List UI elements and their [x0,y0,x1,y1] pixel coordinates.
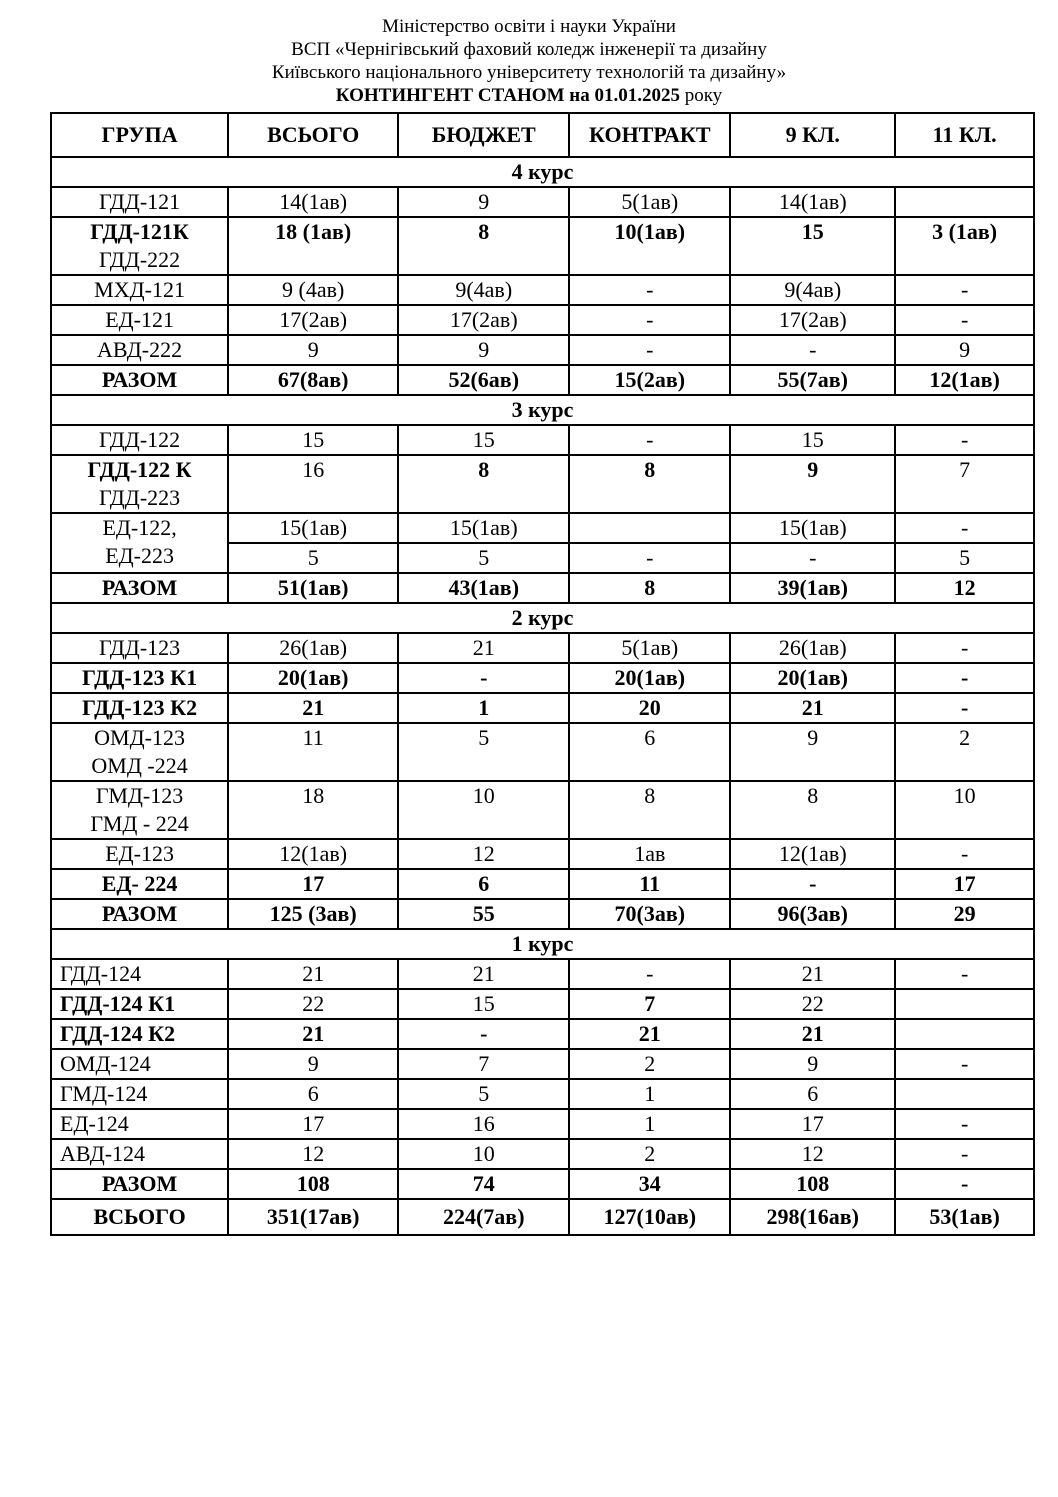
value-cell: 108 [228,1169,398,1199]
section-title: 4 курс [51,157,1034,187]
group-cell [51,663,228,693]
value-cell: 17 [895,869,1034,899]
value-cell: 21 [730,693,895,723]
value-cell: - [895,663,1034,693]
value-cell: 1 [569,1109,730,1139]
table-row [51,335,1034,365]
value-cell: 8 [398,455,569,513]
value-cell: 15 [398,425,569,455]
group-name: ЕД-124 [60,1111,129,1136]
value-cell: - [569,305,730,335]
value-cell: 96(3ав) [730,899,895,929]
section-title: 3 курс [51,395,1034,425]
table-row [51,455,1034,513]
value-cell: 26(1ав) [730,633,895,663]
group-name: ГДД-124 [60,961,142,986]
group-name: РАЗОМ [101,901,178,926]
group-cell [51,959,228,989]
group-cell [51,781,228,839]
value-cell: 17 [228,1109,398,1139]
value-cell: 12 [895,573,1034,603]
value-cell: 17 [228,869,398,899]
group-name: РАЗОМ [101,575,178,600]
group-name: ГДД-121К [90,219,189,244]
group-name: АВД-124 [60,1141,146,1166]
value-cell: 74 [398,1169,569,1199]
group-name: РАЗОМ [101,367,178,392]
value-cell: - [569,425,730,455]
group-cell [51,633,228,663]
table-row [51,217,1034,275]
group-cell [51,187,228,217]
value-cell: 15 [228,425,398,455]
group-cell [51,693,228,723]
value-cell: - [730,869,895,899]
table-header-row [51,113,1034,157]
value-cell: 15 [730,217,895,275]
value-cell: 15(1ав) [398,513,569,543]
table-row [51,1109,1034,1139]
value-cell: 55(7ав) [730,365,895,395]
group-name: ОМД-123 [94,725,185,750]
value-cell: 8 [569,573,730,603]
value-cell [895,1019,1034,1049]
group-cell [51,365,228,395]
value-cell: - [398,663,569,693]
group-cell [51,869,228,899]
value-cell: - [895,959,1034,989]
value-cell: 9 [730,723,895,781]
group-name: ЕД- 224 [101,871,178,896]
group-cell [51,335,228,365]
group-cell [51,899,228,929]
value-cell: - [730,543,895,573]
value-cell: 21 [398,633,569,663]
group-cell [51,1169,228,1199]
table-row [51,989,1034,1019]
section-row [51,395,1034,425]
value-cell: 21 [228,693,398,723]
value-cell: - [895,1049,1034,1079]
value-cell: 5 [398,1079,569,1109]
value-cell: 6 [398,869,569,899]
group-cell [51,1019,228,1049]
value-cell [895,989,1034,1019]
value-cell: 5 [398,543,569,573]
value-cell: 21 [569,1019,730,1049]
value-cell: 5 [398,723,569,781]
table-row [51,723,1034,781]
title-tail: року [679,85,723,106]
value-cell: 21 [730,1019,895,1049]
value-cell: - [398,1019,569,1049]
value-cell: 6 [228,1079,398,1109]
value-cell: 9 [398,187,569,217]
value-cell: 9 [730,455,895,513]
col-group: ГРУПА [51,113,228,157]
group-name-2: ГДД-223 [99,485,181,510]
table-row [51,663,1034,693]
value-cell: 11 [569,869,730,899]
college-line: ВСП «Чернігівський фаховий коледж інженерії та дизайну [291,39,767,60]
value-cell: 26(1ав) [228,633,398,663]
value-cell: 55 [398,899,569,929]
value-cell [569,513,730,543]
value-cell: 22 [730,989,895,1019]
group-cell [51,839,228,869]
group-cell [51,989,228,1019]
value-cell: 20 [569,693,730,723]
group-name-2: ЕД-223 [105,543,174,568]
group-cell [51,723,228,781]
value-cell: 5 [895,543,1034,573]
group-cell [51,455,228,513]
value-cell: 17(2ав) [398,305,569,335]
value-cell: 1ав [569,839,730,869]
group-name-2: ГМД - 224 [90,811,189,836]
group-name: ГДД-123 [99,635,181,660]
value-cell: - [895,1139,1034,1169]
section-row [51,603,1034,633]
table-row [51,275,1034,305]
value-cell: 9 [228,1049,398,1079]
value-cell: 8 [730,781,895,839]
table-row [51,187,1034,217]
value-cell: - [569,335,730,365]
group-cell [51,513,228,573]
table-row [51,1079,1034,1109]
value-cell: 6 [730,1079,895,1109]
group-name: РАЗОМ [101,1171,178,1196]
value-cell: 10 [398,1139,569,1169]
value-cell: 14(1ав) [730,187,895,217]
group-name-2: ОМД -224 [91,753,188,778]
group-name: ГДД-121 [99,189,181,214]
group-cell [51,573,228,603]
value-cell: 20(1ав) [569,663,730,693]
grand-total-value: 224(7ав) [398,1199,569,1235]
group-cell [51,1139,228,1169]
group-name: МХД-121 [94,277,185,302]
value-cell: 52(6ав) [398,365,569,395]
value-cell: 21 [228,959,398,989]
value-cell: - [730,335,895,365]
value-cell: 9 [398,335,569,365]
value-cell: - [569,543,730,573]
grand-total-value: 127(10ав) [569,1199,730,1235]
value-cell: 11 [228,723,398,781]
group-cell [51,1079,228,1109]
contingent-table [50,112,1035,1236]
value-cell: 1 [569,1079,730,1109]
table-row [51,633,1034,663]
value-cell: 12 [730,1139,895,1169]
section-row [51,157,1034,187]
value-cell: - [895,425,1034,455]
value-cell: 20(1ав) [730,663,895,693]
value-cell: 2 [569,1049,730,1079]
group-name: ГДД-124 К2 [60,1021,176,1046]
group-name: ГМД-124 [60,1081,148,1106]
value-cell: 3 (1ав) [895,217,1034,275]
grand-total-value: 351(17ав) [228,1199,398,1235]
grand-total-row [51,1199,1034,1235]
value-cell: - [895,693,1034,723]
value-cell: 16 [228,455,398,513]
group-name: ЕД-121 [105,307,174,332]
group-name: ГДД-123 К2 [82,695,198,720]
value-cell: 14(1ав) [228,187,398,217]
value-cell: 5 [228,543,398,573]
table-row [51,869,1034,899]
group-cell [51,217,228,275]
table-row [51,839,1034,869]
group-name: ГДД-124 К1 [60,991,176,1016]
group-name: ЕД-123 [105,841,174,866]
value-cell: 15 [398,989,569,1019]
value-cell: 70(3ав) [569,899,730,929]
value-cell: - [895,1109,1034,1139]
value-cell: 8 [398,217,569,275]
subtotal-row [51,365,1034,395]
group-name: ГМД-123 [95,783,184,808]
section-title: 1 курс [51,929,1034,959]
value-cell: 18 [228,781,398,839]
section-title: 2 курс [51,603,1034,633]
subtotal-row [51,899,1034,929]
value-cell: 125 (3ав) [228,899,398,929]
value-cell: 12 [228,1139,398,1169]
value-cell: - [895,839,1034,869]
value-cell: 108 [730,1169,895,1199]
table-row [51,425,1034,455]
group-name-2: ГДД-222 [99,247,181,272]
group-name: ГДД-122 [99,427,181,452]
value-cell: 15(1ав) [730,513,895,543]
value-cell: 8 [569,455,730,513]
value-cell: 7 [569,989,730,1019]
value-cell: 10 [398,781,569,839]
value-cell: 9 [895,335,1034,365]
value-cell: 29 [895,899,1034,929]
value-cell: 21 [730,959,895,989]
value-cell: - [569,959,730,989]
value-cell: 20(1ав) [228,663,398,693]
table-row [51,305,1034,335]
value-cell: 2 [895,723,1034,781]
subtotal-row [51,1169,1034,1199]
value-cell: 10(1ав) [569,217,730,275]
subtotal-row [51,573,1034,603]
section-row [51,929,1034,959]
value-cell: 43(1ав) [398,573,569,603]
grand-total-label: ВСЬОГО [51,1199,228,1235]
group-cell [51,1109,228,1139]
value-cell: 1 [398,693,569,723]
value-cell: 5(1ав) [569,633,730,663]
col-contract: КОНТРАКТ [569,113,730,157]
value-cell: 15(1ав) [228,513,398,543]
value-cell: 17 [730,1109,895,1139]
value-cell: 22 [228,989,398,1019]
value-cell: - [569,275,730,305]
value-cell: - [895,633,1034,663]
value-cell: 9 [730,1049,895,1079]
group-name: АВД-222 [97,337,183,362]
table-row [51,959,1034,989]
value-cell: 17(2ав) [228,305,398,335]
group-cell [51,275,228,305]
title-bold: КОНТИНГЕНТ СТАНОМ на 01.01.2025 [335,85,680,106]
value-cell: - [895,305,1034,335]
value-cell: 6 [569,723,730,781]
value-cell: 21 [228,1019,398,1049]
value-cell: 16 [398,1109,569,1139]
grand-total-value: 53(1ав) [895,1199,1034,1235]
table-row [51,1049,1034,1079]
table-row [51,781,1034,839]
value-cell: 8 [569,781,730,839]
document-title [0,85,1058,106]
value-cell: 34 [569,1169,730,1199]
value-cell: 12(1ав) [228,839,398,869]
group-name: ОМД-124 [60,1051,151,1076]
value-cell: 18 (1ав) [228,217,398,275]
col-total: ВСЬОГО [228,113,398,157]
value-cell: 12 [398,839,569,869]
ministry-line: Міністерство освіти і науки України [382,16,676,37]
value-cell: 7 [398,1049,569,1079]
group-name: ГДД-123 К1 [82,665,198,690]
value-cell: 10 [895,781,1034,839]
value-cell: 51(1ав) [228,573,398,603]
value-cell: - [895,513,1034,543]
value-cell: 9(4ав) [730,275,895,305]
table-row [51,1139,1034,1169]
col-budget: БЮДЖЕТ [398,113,569,157]
table-row [51,1019,1034,1049]
group-name: ЕД-122, [102,515,177,540]
group-cell [51,1049,228,1079]
value-cell: 15(2ав) [569,365,730,395]
value-cell: 7 [895,455,1034,513]
table-row [51,513,1034,543]
group-cell [51,425,228,455]
value-cell: - [895,275,1034,305]
value-cell: 12(1ав) [730,839,895,869]
value-cell: 67(8ав) [228,365,398,395]
table-row [51,693,1034,723]
value-cell: 17(2ав) [730,305,895,335]
value-cell: 15 [730,425,895,455]
group-cell [51,305,228,335]
group-name: ГДД-122 К [87,457,192,482]
value-cell: 5(1ав) [569,187,730,217]
value-cell: 9(4ав) [398,275,569,305]
grand-total-value: 298(16ав) [730,1199,895,1235]
value-cell: 9 [228,335,398,365]
value-cell: 12(1ав) [895,365,1034,395]
col-grade11: 11 КЛ. [895,113,1034,157]
col-grade9: 9 КЛ. [730,113,895,157]
value-cell: 9 (4ав) [228,275,398,305]
value-cell: 2 [569,1139,730,1169]
value-cell: 21 [398,959,569,989]
value-cell [895,1079,1034,1109]
value-cell: - [895,1169,1034,1199]
value-cell: 39(1ав) [730,573,895,603]
value-cell [895,187,1034,217]
university-line: Київського національного університету технологій та дизайну» [271,62,787,83]
